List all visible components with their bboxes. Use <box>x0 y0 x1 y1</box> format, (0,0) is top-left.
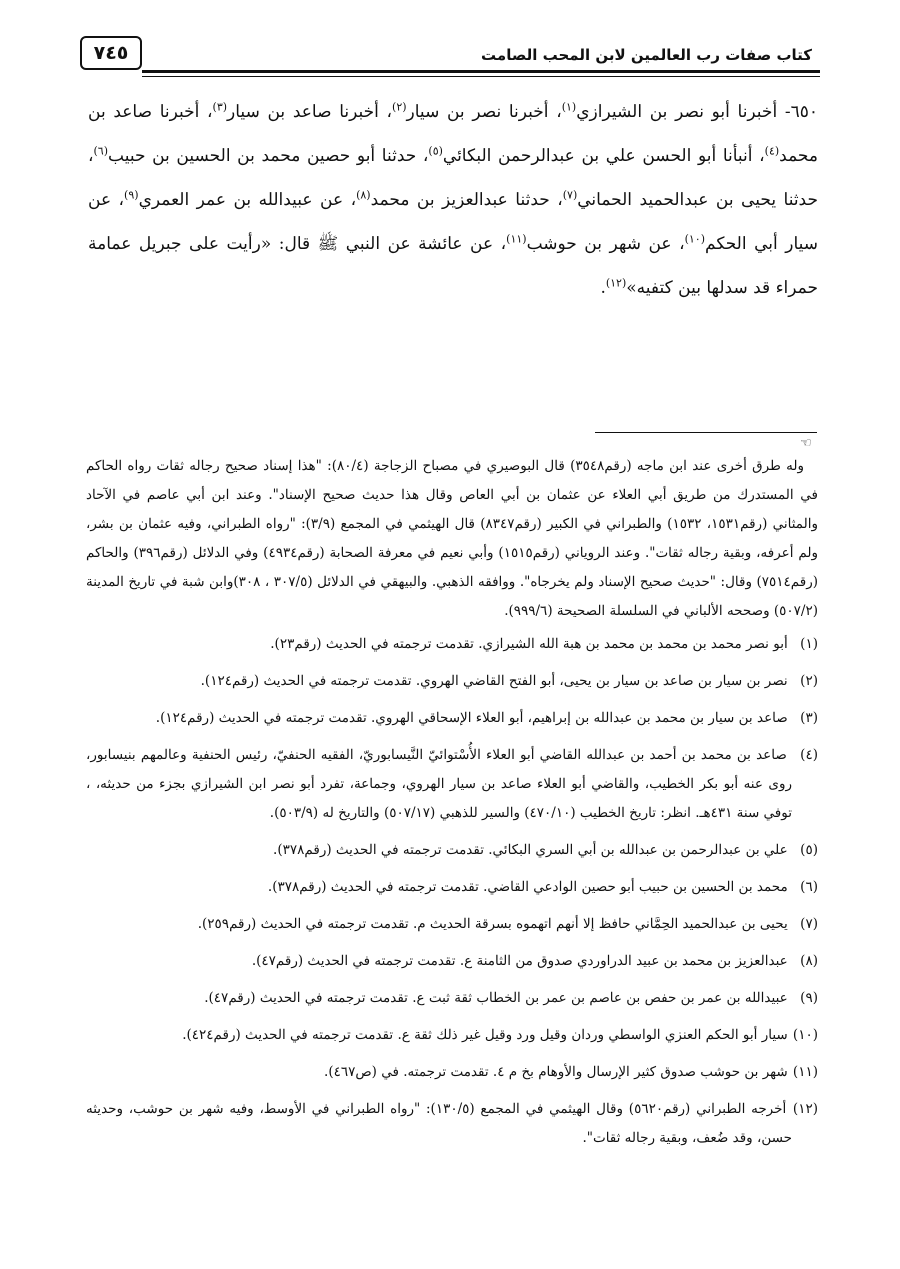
text-run: ، عن عائشة عن النبي ﷺ قال: «رأيت على جبريل عمامة حمراء قد سدلها بين كتفيه» <box>88 234 818 298</box>
footnote-item <box>86 947 818 976</box>
book-title: كتاب صفات رب العالمين لابن المحب الصامت <box>481 46 812 64</box>
header-rule-thin <box>142 76 820 77</box>
footnote-list <box>86 630 818 1153</box>
footnote-text: عبيدالله بن عمر بن حفص بن عاصم بن عمر بن الخطاب ثقة ثبت ع. تقدمت ترجمته في الحديث (رقم٤٧). <box>204 990 792 1006</box>
footnote-ref: (٣) <box>212 100 228 114</box>
footnote-text: صاعد بن سيار بن محمد بن عبدالله بن إبراهيم، أبو العلاء الإسحاقي الهروي. تقدمت ترجمته في الحديث (رقم١٢٤). <box>155 710 792 726</box>
footnote-number: (١١) <box>792 1064 818 1080</box>
footnote-number: (٨) <box>800 953 818 969</box>
footnote-text: عبدالعزيز بن محمد بن عبيد الدراوردي صدوق من الثامنة ع. تقدمت ترجمته في الحديث (رقم٤٧). <box>251 953 792 969</box>
header-rule <box>142 70 820 73</box>
footnote-number: (٦) <box>800 879 818 895</box>
text-run: ، أخبرنا صاعد بن محمد <box>88 102 818 166</box>
footnote-number: (٤) <box>800 747 818 763</box>
footnote-ref: (٩) <box>124 188 139 202</box>
text-run: ، عن شهر بن حوشب <box>526 234 685 254</box>
footnote-number: (١٢) <box>792 1101 818 1117</box>
footnote-number: (١) <box>800 636 818 652</box>
footnote-number: (٩) <box>800 990 818 1006</box>
text-run: ، حدثنا عبدالعزيز بن محمد <box>370 190 563 210</box>
footnote-number: (٧) <box>800 916 818 932</box>
text-run: ، حدثنا أبو حصين محمد بن الحسين بن حبيب <box>108 146 429 166</box>
hadith-text <box>88 90 818 310</box>
footnote-text: سيار أبو الحكم العنزي الواسطي وردان وقيل ورد وقيل غير ذلك ثقة ع. تقدمت ترجمته في الحديث (رقم٤٢٤). <box>182 1027 792 1043</box>
footnote-separator <box>595 432 817 433</box>
footnote-ref: (٢) <box>392 100 407 114</box>
text-run: ، عن عبيدالله بن عمر العمري <box>138 190 357 210</box>
text-run: ، أنبأنا أبو الحسن علي بن عبدالرحمن البكائي <box>442 146 765 166</box>
footnote-ref: (١٢) <box>605 276 627 290</box>
footnote-text: أخرجه الطبراني (رقم٥٦٢٠) وقال الهيثمي في المجمع (١٣٠/٥): "رواه الطبراني في الأوسط، وفيه شهر بن حوشب، وحديثه حسن، وقد ضُعف، وبقية رجاله ثقات". <box>86 1101 792 1146</box>
footnote-ref: (٥) <box>428 144 443 158</box>
footnote-item <box>86 1058 818 1087</box>
footnote-item <box>86 1095 818 1153</box>
footnote-ref: (٨) <box>356 188 371 202</box>
text-run: ، أخبرنا صاعد بن سيار <box>227 102 393 122</box>
footnote-number: (٣) <box>800 710 818 726</box>
footnote-text: صاعد بن محمد بن أحمد بن عبدالله القاضي أبو العلاء الأُسْتوائيّ النَّيسابوريّ، الفقيه الحنفيّ، رئيس الحنفية وعالمهم بنيسابور، روى عنه أبو بكر الخطيب، والقاضي أبو العلاء صاعد بن سيار الهروي، وجماعة، تفرد أبو نصر ابن الشيرازي بجزء من حديثه، ، توفي سنة ٤٣١هـ. انظر: تاريخ الخطيب (٤٧٠/١٠) والسير للذهبي (٥٠٧/١٧) والتاريخ له (٥٠٣/٩). <box>86 747 792 821</box>
footnote-item <box>86 1021 818 1050</box>
footnote-text: نصر بن سيار بن صاعد بن سيار بن يحيى، أبو الفتح القاضي الهروي. تقدمت ترجمته في الحديث (رقم١٢٤). <box>200 673 792 689</box>
footnote-continuation-icon: ☜ <box>800 436 812 451</box>
footnote-item <box>86 984 818 1013</box>
text-run: . <box>600 278 606 298</box>
footnote-text: محمد بن الحسين بن حبيب أبو حصين الوادعي القاضي. تقدمت ترجمته في الحديث (رقم٣٧٨). <box>267 879 792 895</box>
footnote-ref: (١) <box>561 100 577 114</box>
footnote-number: (٥) <box>800 842 818 858</box>
text-run: ، عن سيار أبي الحكم <box>88 190 819 254</box>
footnote-item <box>86 630 818 659</box>
footnote-number: (١٠) <box>792 1027 818 1043</box>
hadith-paragraph <box>88 90 818 310</box>
footnote-text: علي بن عبدالرحمن بن عبدالله بن أبي السري البكائي. تقدمت ترجمته في الحديث (رقم٣٧٨). <box>273 842 792 858</box>
text-run: ، حدثنا يحيى بن عبدالحميد الحماني <box>88 146 818 210</box>
footnote-ref: (١٠) <box>684 232 705 246</box>
footnote-ref: (٧) <box>562 188 578 202</box>
page-header <box>80 36 820 76</box>
footnote-item <box>86 704 818 733</box>
footnote-text: أبو نصر محمد بن محمد بن محمد بن هبة الله الشيرازي. تقدمت ترجمته في الحديث (رقم٢٣). <box>270 636 792 652</box>
page-number-box: ٧٤٥ <box>80 36 142 70</box>
footnote-continued-text: وله طرق أخرى عند ابن ماجه (رقم٣٥٤٨) قال البوصيري في مصباح الزجاجة (٨٠/٤): "هذا إسناد صحيح رجاله ثقات رواه الحاكم في المستدرك من طريق أبي العلاء عن عثمان بن أبي العاص وقال هذا حديث صحيح الإسناد". وعند ابن أبي عاصم في الآحاد والمثاني (رقم١٥٣١، ١٥٣٢) والطبراني في الكبير (رقم٨٣٤٧) قال الهيثمي في المجمع (٣/٩): "رواه الطبراني، وفيه عثمان بن بشر، ولم أعرفه، وبقية رجاله ثقات". وعند الروياني (رقم١٥١٥) وأبي نعيم في معرفة الصحابة (رقم٤٩٣٤) وفي الدلائل (رقم٣٩٦) والحاكم (رقم٧٥١٤) وقال: "حديث صحيح الإسناد ولم يخرجاه". ووافقه الذهبي. والبيهقي في الدلائل (٣٠٧/٥ ، ٣٠٨)وابن شبة في تاريخ المدينة (٥٠٧/٢) وصححه الألباني في السلسلة الصحيحة (٩٩٩/٦). <box>86 458 818 619</box>
footnote-text: شهر بن حوشب صدوق كثير الإرسال والأوهام بخ م ٤. تقدمت ترجمته. في (ص٤٦٧). <box>324 1064 792 1080</box>
footnote-ref: (٦) <box>93 144 109 158</box>
footnote-text: يحيى بن عبدالحميد الحِمَّاني حافظ إلا أنهم اتهموه بسرقة الحديث م. تقدمت ترجمته في الحديث (رقم٢٥٩). <box>197 916 792 932</box>
footnote-item <box>86 741 818 828</box>
footnote-item <box>86 910 818 939</box>
text-run: ٦٥٠- أخبرنا أبو نصر بن الشيرازي <box>576 102 818 122</box>
footnote-item <box>86 836 818 865</box>
footnote-item <box>86 873 818 902</box>
footnote-item <box>86 667 818 696</box>
text-run: ، أخبرنا نصر بن سيار <box>406 102 562 122</box>
footnote-ref: (١١) <box>506 232 527 246</box>
footnote-ref: (٤) <box>764 144 780 158</box>
footnote-number: (٢) <box>800 673 818 689</box>
footnotes <box>86 452 818 1153</box>
